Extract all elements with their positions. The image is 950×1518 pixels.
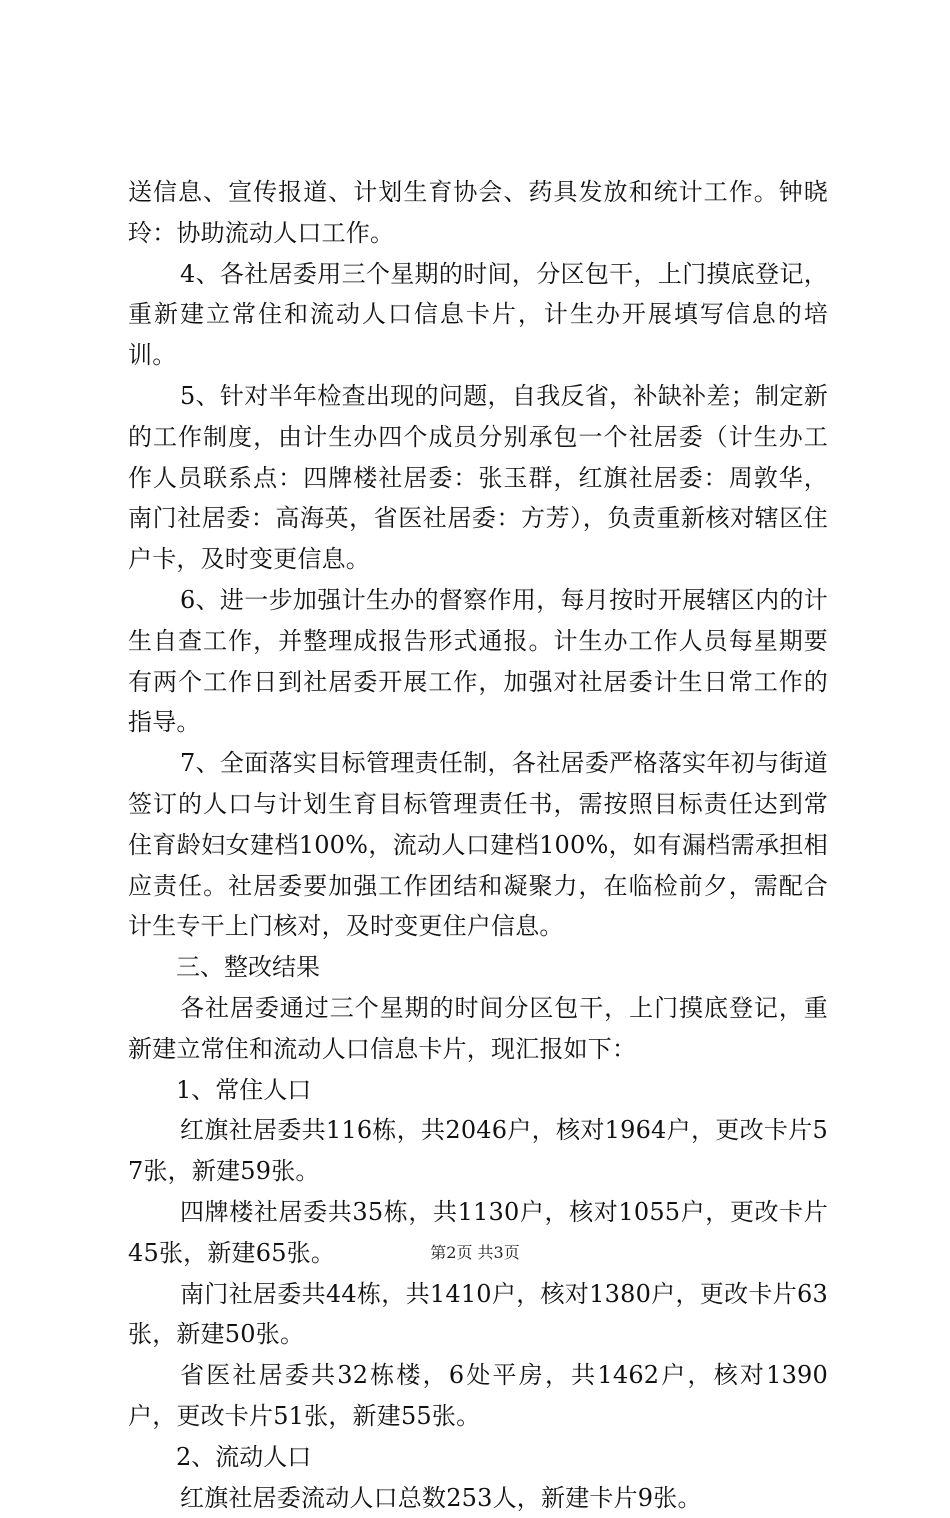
paragraph-item-7: 7、全面落实目标管理责任制，各社居委严格落实年初与街道签订的人口与计划生育目标管理责任书，需按照目标责任达到常住育龄妇女建档100%，流动人口建档100%，如有漏档需承担相应责任。社居委要加强工作团结和凝聚力，在临检前夕，需配合计生专干上门核对，及时变更住户信息。 bbox=[128, 743, 828, 947]
document-body bbox=[128, 172, 828, 1518]
paragraph-continuation: 送信息、宣传报道、计划生育协会、药具发放和统计工作。钟晓玲：协助流动人口工作。 bbox=[128, 172, 828, 254]
resident-item-nanmen: 南门社居委共44栋，共1410户，核对1380户，更改卡片63张，新建50张。 bbox=[128, 1274, 828, 1356]
page-footer: 第2页 共3页 bbox=[0, 1243, 950, 1263]
paragraph-item-5: 5、针对半年检查出现的问题，自我反省，补缺补差；制定新的工作制度，由计生办四个成员分别承包一个社居委（计生办工作人员联系点：四牌楼社居委：张玉群，红旗社居委：周敦华，南门社居委：高海英，省医社居委：方芳），负责重新核对辖区住户卡，及时变更信息。 bbox=[128, 376, 828, 580]
paragraph-item-4: 4、各社居委用三个星期的时间，分区包干，上门摸底登记，重新建立常住和流动人口信息卡片，计生办开展填写信息的培训。 bbox=[128, 254, 828, 376]
section-heading-results: 三、整改结果 bbox=[128, 947, 828, 988]
subheading-floating-population: 2、流动人口 bbox=[128, 1437, 828, 1478]
subheading-resident-population: 1、常住人口 bbox=[128, 1070, 828, 1111]
floating-item-hongqi: 红旗社居委流动人口总数253人，新建卡片9张。 bbox=[128, 1478, 828, 1518]
resident-item-hongqi: 红旗社居委共116栋，共2046户，核对1964户，更改卡片57张，新建59张。 bbox=[128, 1110, 828, 1192]
paragraph-item-6: 6、进一步加强计生办的督察作用，每月按时开展辖区内的计生自查工作，并整理成报告形式通报。计生办工作人员每星期要有两个工作日到社居委开展工作，加强对社居委计生日常工作的指导。 bbox=[128, 580, 828, 743]
resident-item-sipailou: 四牌楼社居委共35栋，共1130户，核对1055户，更改卡片45张，新建65张。 bbox=[128, 1192, 828, 1274]
resident-item-shengyi: 省医社居委共32栋楼，6处平房，共1462户，核对1390户，更改卡片51张，新建55张。 bbox=[128, 1355, 828, 1437]
section-intro: 各社居委通过三个星期的时间分区包干，上门摸底登记，重新建立常住和流动人口信息卡片，现汇报如下： bbox=[128, 988, 828, 1070]
